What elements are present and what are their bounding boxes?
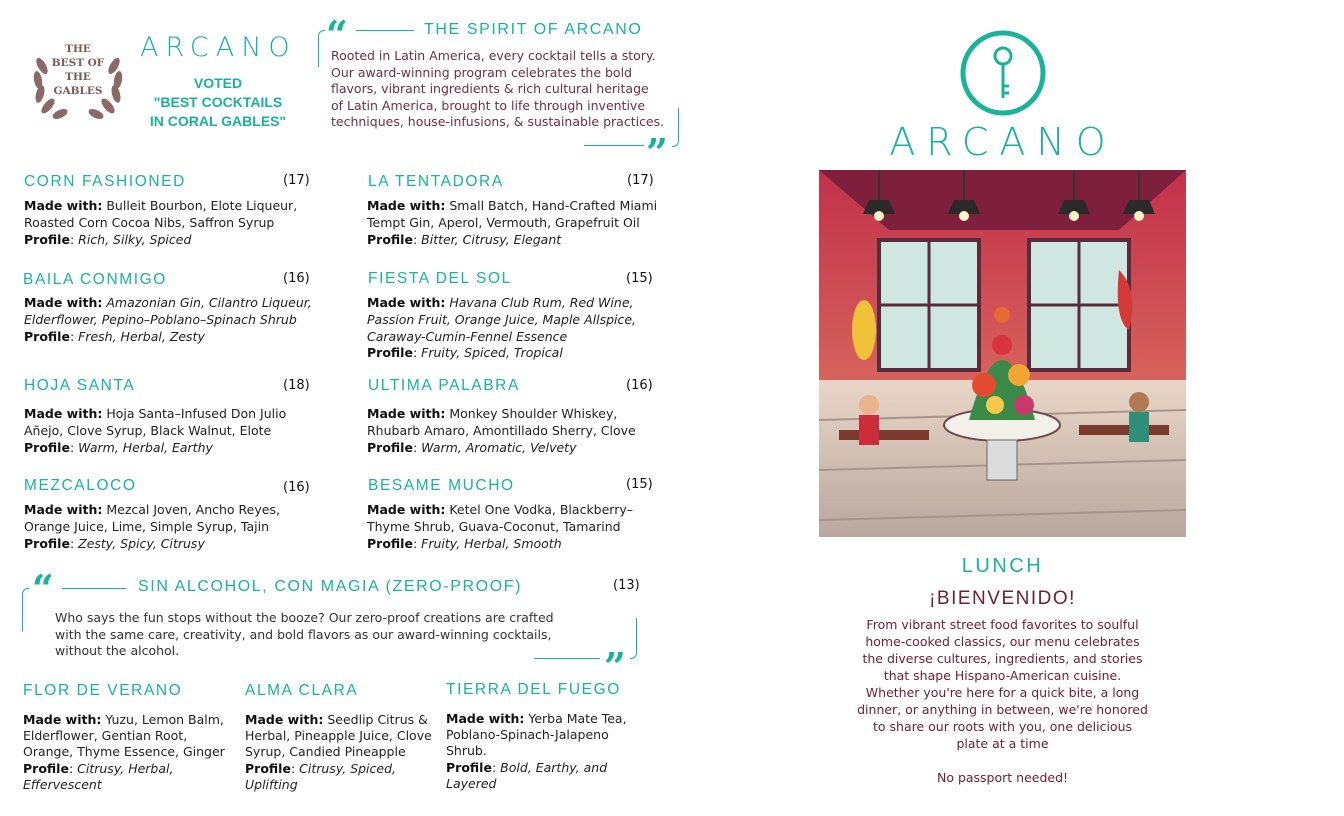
voted-line-1: VOTED (193, 75, 243, 91)
profile-label: Profile (24, 231, 70, 247)
made-with-value: Monkey Shoulder Whiskey, Rhubarb Amaro, Amontillado Sherry, Clove (367, 406, 636, 438)
made-with-label: Made with: (23, 712, 102, 727)
award-badge (28, 36, 128, 122)
profile-value: Rich, Silky, Spiced (78, 231, 192, 247)
cocktail-name: LA TENTADORA (368, 173, 504, 190)
profile-value: Fruity, Spiced, Tropical (421, 345, 563, 361)
cocktail-name: BESAME MUCHO (368, 477, 515, 494)
made-with-value: Amazonian Gin, Cilantro Liqueur, Elderflower, Pepino–Poblano–Spinach Shrub (24, 295, 312, 327)
quote-bracket-left (22, 588, 29, 631)
quote-rule-bottom (584, 145, 644, 146)
made-with-label: Made with: (24, 198, 103, 213)
made-with-label: Made with: (24, 502, 103, 517)
cocktail-price: (17) (627, 173, 654, 188)
spirit-line: techniques, house-infusions, & sustainable practices. (331, 114, 665, 130)
made-with-value: Havana Club Rum, Red Wine, Passion Fruit, Orange Juice, Maple Allspice, Caraway-Cumin-Fennel Essence (367, 295, 637, 344)
intro-line: Whether you're here for a quick bite, a long (865, 685, 1140, 700)
spirit-title: THE SPIRIT OF ARCANO (424, 21, 643, 38)
cocktail-desc: Made with: Mezcal Joven, Ancho Reyes, Orange Juice, Lime, Simple Syrup, Tajin Profile: Zesty, Spicy, Citrusy (24, 502, 280, 551)
profile-value: Citrusy, Spiced, Uplifting (245, 760, 397, 792)
cocktail-desc: Made with: Hoja Santa–Infused Don Julio Añejo, Clove Syrup, Black Walnut, Elote Profile: Warm, Herbal, Earthy (24, 406, 287, 455)
cocktail-price: (15) (626, 271, 653, 286)
voted-line-3: IN CORAL GABLES" (149, 113, 287, 129)
bienvenido-heading: ¡BIENVENIDO! (929, 588, 1076, 609)
zero-proof-title: SIN ALCOHOL, CON MAGIA (ZERO-PROOF) (138, 578, 523, 595)
cocktail-desc: Made with: Monkey Shoulder Whiskey, Rhubarb Amaro, Amontillado Sherry, Clove Profile: Warm, Aromatic, Velvety (367, 406, 636, 455)
made-with-value: Mezcal Joven, Ancho Reyes, Orange Juice, Lime, Simple Syrup, Tajin (24, 502, 280, 534)
cocktail-desc: Made with: Small Batch, Hand-Crafted Miami Tempt Gin, Aperol, Vermouth, Grapefruit Oil Profile: Bitter, Citrusy, Elegant (367, 198, 658, 247)
profile-label: Profile (24, 328, 70, 344)
cocktail-desc: Made with: Bulleit Bourbon, Elote Liqueur, Roasted Corn Cocoa Nibs, Saffron Syrup Profile: Rich, Silky, Spiced (24, 198, 298, 247)
profile-value: Warm, Herbal, Earthy (78, 439, 213, 455)
profile-label: Profile (446, 759, 492, 775)
zero-drink-desc: Made with: Yerba Mate Tea, Poblano-Spinach-Jalapeno Shrub. Profile: Bold, Earthy, and Layered (446, 711, 627, 791)
close-quote-icon: ” (604, 644, 626, 689)
intro-line: the diverse cultures, ingredients, and stories (862, 651, 1143, 666)
zero-drink-name: FLOR DE VERANO (23, 682, 183, 699)
zero-proof-text (55, 610, 615, 660)
voted-line-2: "BEST COCKTAILS (153, 94, 283, 110)
cocktail-price: (16) (283, 271, 310, 286)
right-brand: ARCANO (889, 120, 1117, 164)
award-badge-text: THE BEST OF THE GABLES (51, 43, 105, 97)
made-with-label: Made with: (367, 198, 446, 213)
profile-label: Profile (367, 231, 413, 247)
profile-value: Bitter, Citrusy, Elegant (421, 231, 562, 247)
intro-line: dinner, or anything in between, we're honored (857, 702, 1148, 717)
made-with-label: Made with: (24, 406, 103, 421)
zero-drink-desc: Made with: Seedlip Citrus & Herbal, Pineapple Juice, Clove Syrup, Candied Pineapple Profile: Citrusy, Spiced, Uplifting (245, 712, 432, 792)
zero-proof-line: without the alcohol. (55, 643, 180, 659)
key-logo (960, 30, 1046, 116)
profile-value: Warm, Aromatic, Velvety (421, 439, 577, 455)
quote-bracket-right (630, 618, 637, 659)
made-with-value: Yerba Mate Tea, Poblano-Spinach-Jalapeno Shrub. (446, 711, 627, 759)
quote-bracket-right (672, 108, 679, 147)
made-with-value: Hoja Santa–Infused Don Julio Añejo, Clove Syrup, Black Walnut, Elote (24, 406, 287, 438)
profile-label: Profile (367, 535, 413, 551)
profile-label: Profile (245, 760, 291, 776)
made-with-value: Bulleit Bourbon, Elote Liqueur, Roasted Corn Cocoa Nibs, Saffron Syrup (24, 198, 298, 230)
made-with-value: Yuzu, Lemon Balm, Elderflower, Gentian Root, Orange, Thyme Essence, Ginger (23, 712, 225, 760)
zero-proof-price: (13) (613, 578, 640, 593)
cocktail-name: CORN FASHIONED (24, 173, 186, 190)
made-with-label: Made with: (367, 502, 446, 517)
quote-rule-top (356, 30, 414, 31)
made-with-label: Made with: (245, 712, 324, 727)
zero-proof-line: with the same care, creativity, and bold flavors as our award-winning cocktails, (55, 626, 552, 642)
made-with-label: Made with: (367, 406, 446, 421)
profile-value: Fruity, Herbal, Smooth (421, 535, 562, 551)
profile-value: Fresh, Herbal, Zesty (78, 328, 205, 344)
made-with-value: Small Batch, Hand-Crafted Miami Tempt Gin, Aperol, Vermouth, Grapefruit Oil (367, 198, 658, 230)
spirit-line: of Latin America, brought to life through inventive (331, 97, 646, 113)
cocktail-price: (16) (626, 378, 653, 393)
made-with-label: Made with: (446, 711, 525, 726)
profile-label: Profile (367, 439, 413, 455)
cocktail-price: (15) (626, 477, 653, 492)
profile-label: Profile (24, 535, 70, 551)
profile-label: Profile (367, 345, 413, 361)
zero-proof-line: Who says the fun stops without the booze? Our zero-proof creations are crafted (55, 610, 554, 625)
cocktail-name: ULTIMA PALABRA (368, 377, 520, 394)
quote-rule-bottom (534, 658, 600, 659)
made-with-value: Seedlip Citrus & Herbal, Pineapple Juice, Clove Syrup, Candied Pineapple (245, 712, 432, 760)
open-quote-icon: “ (326, 12, 348, 57)
profile-label: Profile (23, 760, 69, 776)
intro-line: From vibrant street food favorites to soulful (866, 617, 1139, 632)
cocktail-price: (18) (283, 378, 310, 393)
cocktail-desc: Made with: Amazonian Gin, Cilantro Liqueur, Elderflower, Pepino–Poblano–Spinach Shrub Profile: Fresh, Herbal, Zesty (24, 295, 312, 344)
quote-bracket-left (318, 30, 325, 67)
profile-value: Zesty, Spicy, Citrusy (78, 535, 205, 551)
spirit-line: Our award-winning program celebrates the bold (331, 64, 632, 80)
profile-value: Citrusy, Herbal, Effervescent (23, 760, 174, 792)
close-quote-icon: ” (646, 130, 668, 175)
made-with-label: Made with: (24, 295, 103, 310)
key-icon (960, 30, 1046, 116)
passport-note: No passport needed! (936, 770, 1069, 785)
lunch-heading: LUNCH (961, 555, 1044, 577)
cocktail-name: MEZCALOCO (24, 477, 137, 494)
restaurant-illustration (819, 170, 1186, 537)
quote-rule-top (62, 588, 126, 589)
cocktail-desc: Made with: Ketel One Vodka, Blackberry–Thyme Shrub, Guava-Coconut, Tamarind Profile: Fruity, Herbal, Smooth (367, 502, 634, 551)
intro-line: plate at a time (956, 736, 1049, 751)
cocktail-desc: Made with: Havana Club Rum, Red Wine, Passion Fruit, Orange Juice, Maple Allspice, Caraway-Cumin-Fennel Essence Profile: Fruity, Spiced, Tropical (367, 295, 637, 361)
cocktail-name: HOJA SANTA (24, 377, 136, 394)
intro-text (819, 616, 1186, 752)
header-brand: ARCANO (140, 32, 297, 63)
spirit-text (331, 48, 676, 131)
intro-line: to share our roots with you, one delicious (872, 719, 1132, 734)
zero-drink-desc: Made with: Yuzu, Lemon Balm, Elderflower, Gentian Root, Orange, Thyme Essence, Ginger Profile: Citrusy, Herbal, Effervescent (23, 712, 225, 792)
voted-badge (138, 74, 298, 131)
zero-drink-name: ALMA CLARA (245, 682, 359, 699)
intro-line: home-cooked classics, our menu celebrates (865, 634, 1140, 649)
spirit-line: flavors, vibrant ingredients & rich cultural heritage (331, 81, 649, 97)
cocktail-price: (17) (283, 173, 310, 188)
cocktail-name: FIESTA DEL SOL (368, 270, 512, 287)
cocktail-name: BAILA CONMIGO (23, 271, 167, 288)
made-with-value: Ketel One Vodka, Blackberry–Thyme Shrub, Guava-Coconut, Tamarind (367, 502, 634, 534)
cocktail-price: (16) (283, 480, 310, 495)
made-with-label: Made with: (367, 295, 446, 310)
open-quote-icon: “ (32, 566, 54, 611)
spirit-line: Rooted in Latin America, every cocktail tells a story. (331, 48, 656, 63)
profile-value: Bold, Earthy, and Layered (446, 759, 608, 791)
zero-drink-name: TIERRA DEL FUEGO (446, 681, 621, 698)
profile-label: Profile (24, 439, 70, 455)
intro-line: that shape Hispano-American cuisine. (883, 668, 1122, 683)
